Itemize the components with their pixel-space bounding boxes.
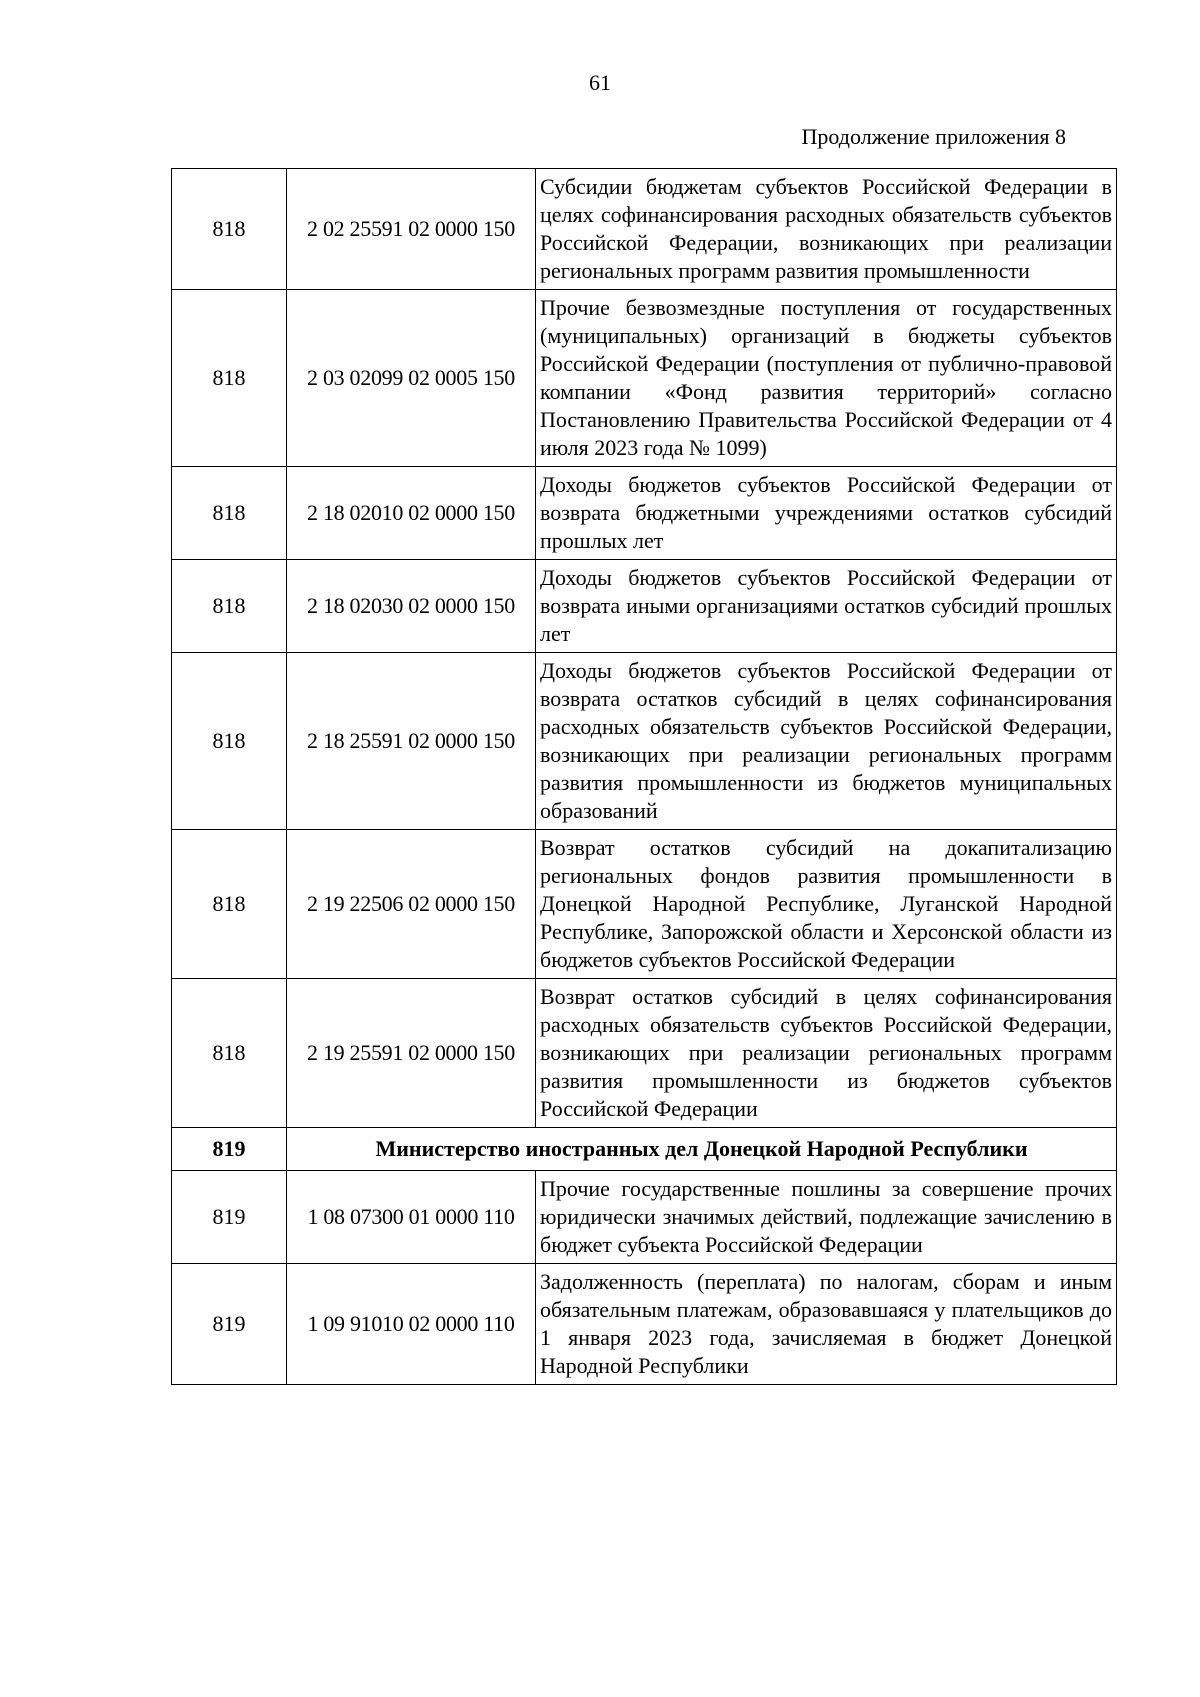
budget-code-cell: 2 02 25591 02 0000 150 bbox=[287, 169, 536, 290]
budget-code-cell: 2 18 02030 02 0000 150 bbox=[287, 560, 536, 653]
section-title: Министерство иностранных дел Донецкой Народной Республики bbox=[287, 1128, 1117, 1171]
appendix-continuation-note: Продолжение приложения 8 bbox=[801, 124, 1066, 149]
description-cell: Задолженность (переплата) по налогам, сборам и иным обязательным платежам, образовавшаяся у плательщиков до 1 января 2023 года, зачисляемая в бюджет Донецкой Народной Республики bbox=[536, 1264, 1117, 1385]
description-cell: Доходы бюджетов субъектов Российской Федерации от возврата бюджетными учреждениями остатков субсидий прошлых лет bbox=[536, 467, 1117, 560]
table-row bbox=[172, 1264, 1117, 1385]
budget-code-cell: 1 09 91010 02 0000 110 bbox=[287, 1264, 536, 1385]
table-row bbox=[172, 1171, 1117, 1264]
description-cell: Прочие государственные пошлины за совершение прочих юридически значимых действий, подлежащие зачислению в бюджет субъекта Российской Федерации bbox=[536, 1171, 1117, 1264]
admin-code-cell: 818 bbox=[172, 653, 287, 830]
budget-code-cell: 2 19 22506 02 0000 150 bbox=[287, 830, 536, 979]
budget-code-cell: 2 18 25591 02 0000 150 bbox=[287, 653, 536, 830]
budget-code-cell: 2 19 25591 02 0000 150 bbox=[287, 979, 536, 1128]
admin-code-cell: 818 bbox=[172, 560, 287, 653]
section-admin-code: 819 bbox=[172, 1128, 287, 1171]
description-cell: Субсидии бюджетам субъектов Российской Федерации в целях софинансирования расходных обязательств субъектов Российской Федерации, возникающих при реализации региональных программ развития промышленности bbox=[536, 169, 1117, 290]
table-row bbox=[172, 290, 1117, 467]
description-cell: Возврат остатков субсидий в целях софинансирования расходных обязательств субъектов Российской Федерации, возникающих при реализации региональных программ развития промышленности из бюджетов субъектов Российской Федерации bbox=[536, 979, 1117, 1128]
description-cell: Прочие безвозмездные поступления от государственных (муниципальных) организаций в бюджеты субъектов Российской Федерации (поступления от публично-правовой компании «Фонд развития территорий» согласно Постановлению Правительства Российской Федерации от 4 июля 2023 года № 1099) bbox=[536, 290, 1117, 467]
admin-code-cell: 819 bbox=[172, 1264, 287, 1385]
admin-code-cell: 818 bbox=[172, 467, 287, 560]
budget-code-cell: 2 03 02099 02 0005 150 bbox=[287, 290, 536, 467]
budget-code-cell: 2 18 02010 02 0000 150 bbox=[287, 467, 536, 560]
table-row bbox=[172, 169, 1117, 290]
description-cell: Доходы бюджетов субъектов Российской Федерации от возврата остатков субсидий в целях софинансирования расходных обязательств субъектов Российской Федерации, возникающих при реализации региональных программ развития промышленности из бюджетов муниципальных образований bbox=[536, 653, 1117, 830]
admin-code-cell: 818 bbox=[172, 169, 287, 290]
description-cell: Доходы бюджетов субъектов Российской Федерации от возврата иными организациями остатков субсидий прошлых лет bbox=[536, 560, 1117, 653]
admin-code-cell: 818 bbox=[172, 979, 287, 1128]
admin-code-cell: 818 bbox=[172, 290, 287, 467]
budget-classification-table bbox=[171, 168, 1117, 1385]
table-row bbox=[172, 467, 1117, 560]
admin-code-cell: 819 bbox=[172, 1171, 287, 1264]
section-header-row bbox=[172, 1128, 1117, 1171]
table-row bbox=[172, 830, 1117, 979]
description-cell: Возврат остатков субсидий на докапитализацию региональных фондов развития промышленности в Донецкой Народной Республике, Луганской Народной Республике, Запорожской области и Херсонской области из бюджетов субъектов Российской Федерации bbox=[536, 830, 1117, 979]
admin-code-cell: 818 bbox=[172, 830, 287, 979]
table-row bbox=[172, 560, 1117, 653]
budget-code-cell: 1 08 07300 01 0000 110 bbox=[287, 1171, 536, 1264]
table-row bbox=[172, 653, 1117, 830]
page-number: 61 bbox=[589, 70, 611, 95]
table-row bbox=[172, 979, 1117, 1128]
